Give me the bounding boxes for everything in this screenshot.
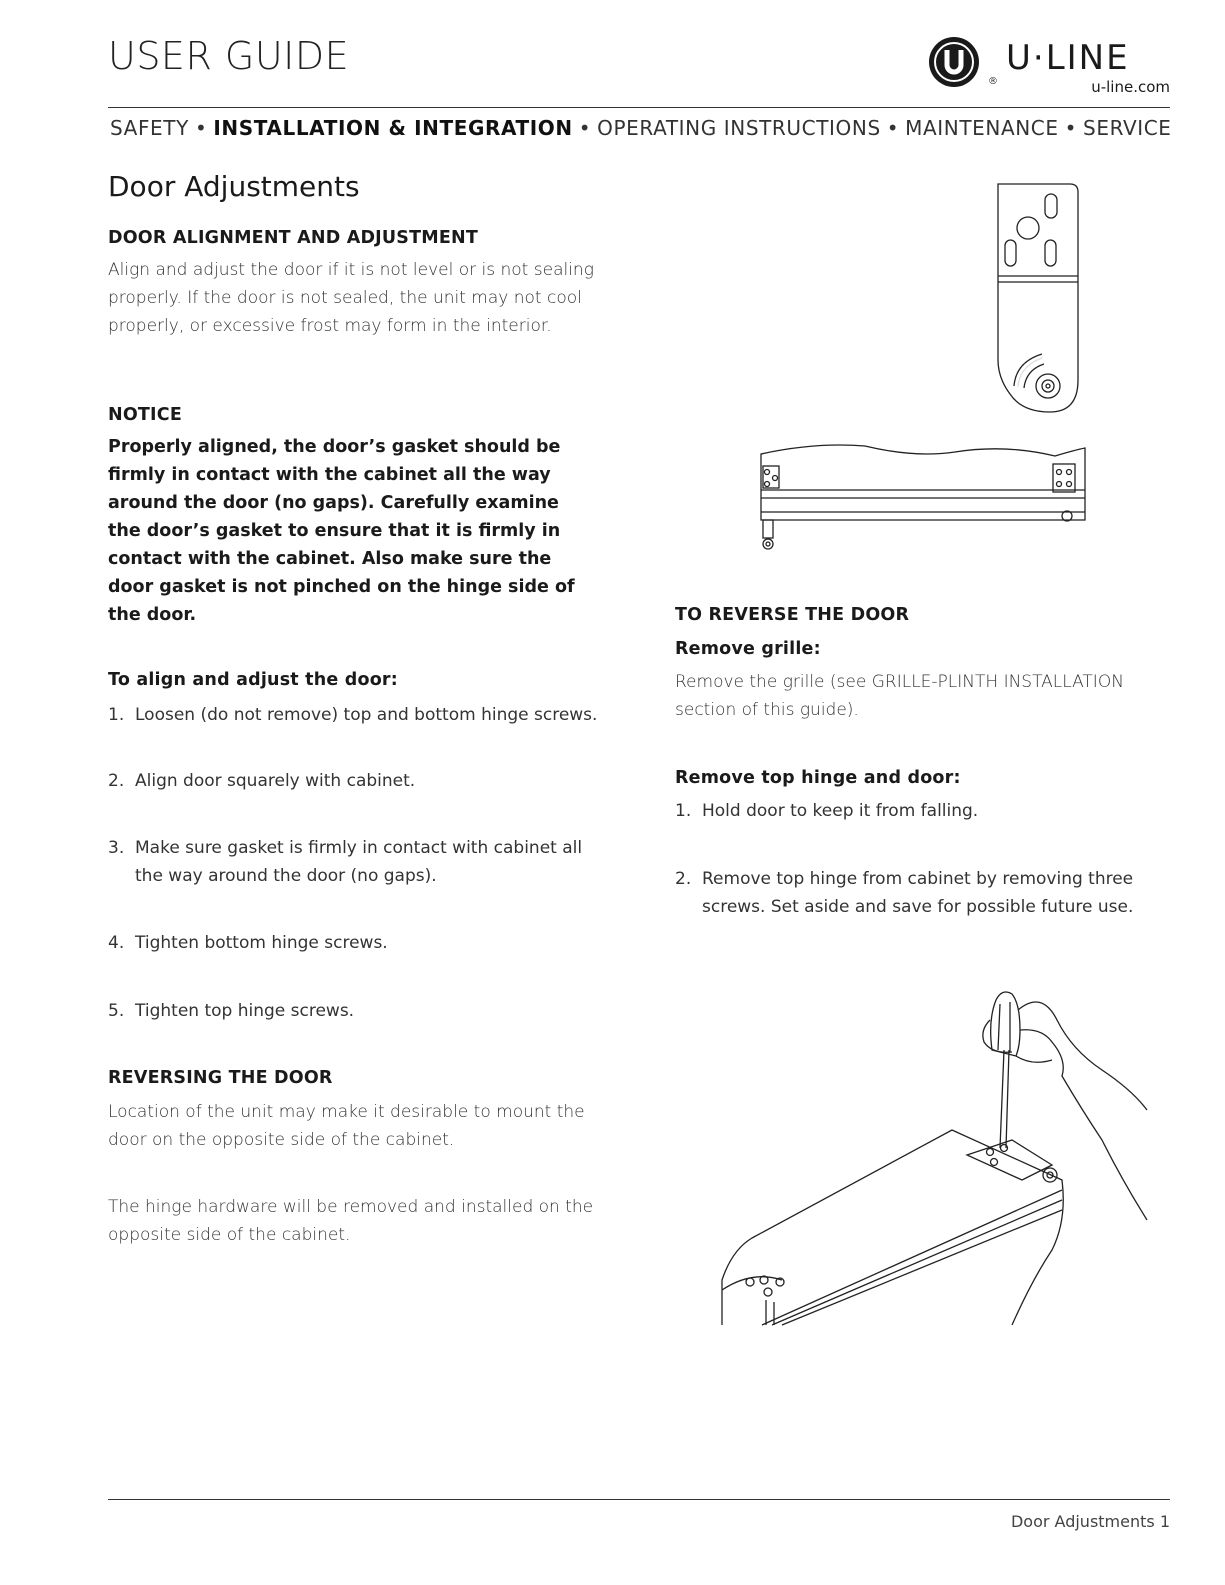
text-line: the way around the door (no gaps). [135,866,437,886]
list-item [675,797,1175,825]
hinge-plate-drawing [990,180,1090,420]
text-line: section of this guide). [675,700,859,720]
door-bottom-drawing [755,440,1095,560]
header-rule [108,107,1170,108]
footer-rule [108,1499,1170,1500]
step-number: 4. [108,933,125,953]
list-item [108,929,628,957]
text-line: around the door (no gaps). Carefully examine [108,493,559,513]
text-line: Align and adjust the door if it is not level or is not sealing [108,260,594,280]
registered-mark: ® [988,76,998,87]
step-number: 2. [675,869,692,889]
section-nav [110,116,1172,140]
text-line: properly. If the door is not sealed, the unit may not cool [108,288,582,308]
list-item [108,767,628,795]
nav-separator: • [1064,116,1078,140]
step-number: 5. [108,1001,125,1021]
text-line: Properly aligned, the door’s gasket should be [108,437,561,457]
brand-name: U·LINE [1006,38,1130,78]
text-line: Make sure gasket is firmly in contact with cabinet all [135,838,583,858]
list-item [108,834,628,890]
nav-separator: • [886,116,900,140]
page-number: Door Adjustments 1 [1010,1512,1170,1531]
step-text: Loosen (do not remove) top and bottom hinge screws. [135,705,598,725]
text-line: contact with the cabinet. Also make sure the [108,549,552,569]
step-text [702,865,1133,921]
step-text: Hold door to keep it from falling. [702,801,979,821]
text-line: the door. [108,605,197,625]
text-line: door on the opposite side of the cabinet. [108,1130,455,1150]
steps-heading: To align and adjust the door: [108,670,398,690]
step-number: 3. [108,838,125,858]
step-text: Tighten bottom hinge screws. [135,933,388,953]
step-text [135,834,582,890]
nav-separator: • [194,116,208,140]
nav-item-installation[interactable]: INSTALLATION & INTEGRATION [213,116,573,140]
nav-item-operating[interactable]: OPERATING INSTRUCTIONS [597,116,881,140]
remove-hinge-heading: Remove top hinge and door: [675,768,961,788]
list-item [108,997,628,1025]
text-line: Location of the unit may make it desirable to mount the [108,1102,585,1122]
notice-body [108,433,628,629]
text-line: screws. Set aside and save for possible future use. [702,897,1134,917]
reversing-paragraph-2 [108,1193,628,1249]
list-item [108,701,628,729]
text-line: the door’s gasket to ensure that it is firmly in [108,521,561,541]
reversing-paragraph-1 [108,1098,628,1154]
notice-heading: NOTICE [108,405,182,425]
reverse-door-heading: TO REVERSE THE DOOR [675,605,910,625]
text-line: door gasket is not pinched on the hinge side of [108,577,575,597]
align-heading: DOOR ALIGNMENT AND ADJUSTMENT [108,228,479,248]
text-line: Remove the grille (see GRILLE-PLINTH INSTALLATION [675,672,1124,692]
remove-grille-heading: Remove grille: [675,639,821,659]
text-line: The hinge hardware will be removed and installed on the [108,1197,594,1217]
remove-grille-paragraph [675,668,1175,724]
document-title: USER GUIDE [108,34,350,78]
screwdriver-hand-drawing [722,980,1182,1340]
reversing-heading: REVERSING THE DOOR [108,1068,333,1088]
text-line: properly, or excessive frost may form in the interior. [108,316,552,336]
text-line: opposite side of the cabinet. [108,1225,351,1245]
text-line: Remove top hinge from cabinet by removing three [702,869,1134,889]
text-line: firmly in contact with the cabinet all the way [108,465,551,485]
brand-url[interactable]: u-line.com [1091,78,1170,96]
step-number: 1. [675,801,692,821]
nav-item-safety[interactable]: SAFETY [110,116,189,140]
nav-item-service[interactable]: SERVICE [1083,116,1172,140]
nav-item-maintenance[interactable]: MAINTENANCE [905,116,1059,140]
list-item [675,865,1175,921]
step-text: Align door squarely with cabinet. [135,771,416,791]
step-number: 2. [108,771,125,791]
nav-separator: • [578,116,592,140]
align-paragraph [108,256,628,340]
u-line-logo-icon [928,34,988,94]
page-title: Door Adjustments [108,170,360,203]
step-text: Tighten top hinge screws. [135,1001,355,1021]
u-line-logo [936,34,1176,98]
step-number: 1. [108,705,125,725]
